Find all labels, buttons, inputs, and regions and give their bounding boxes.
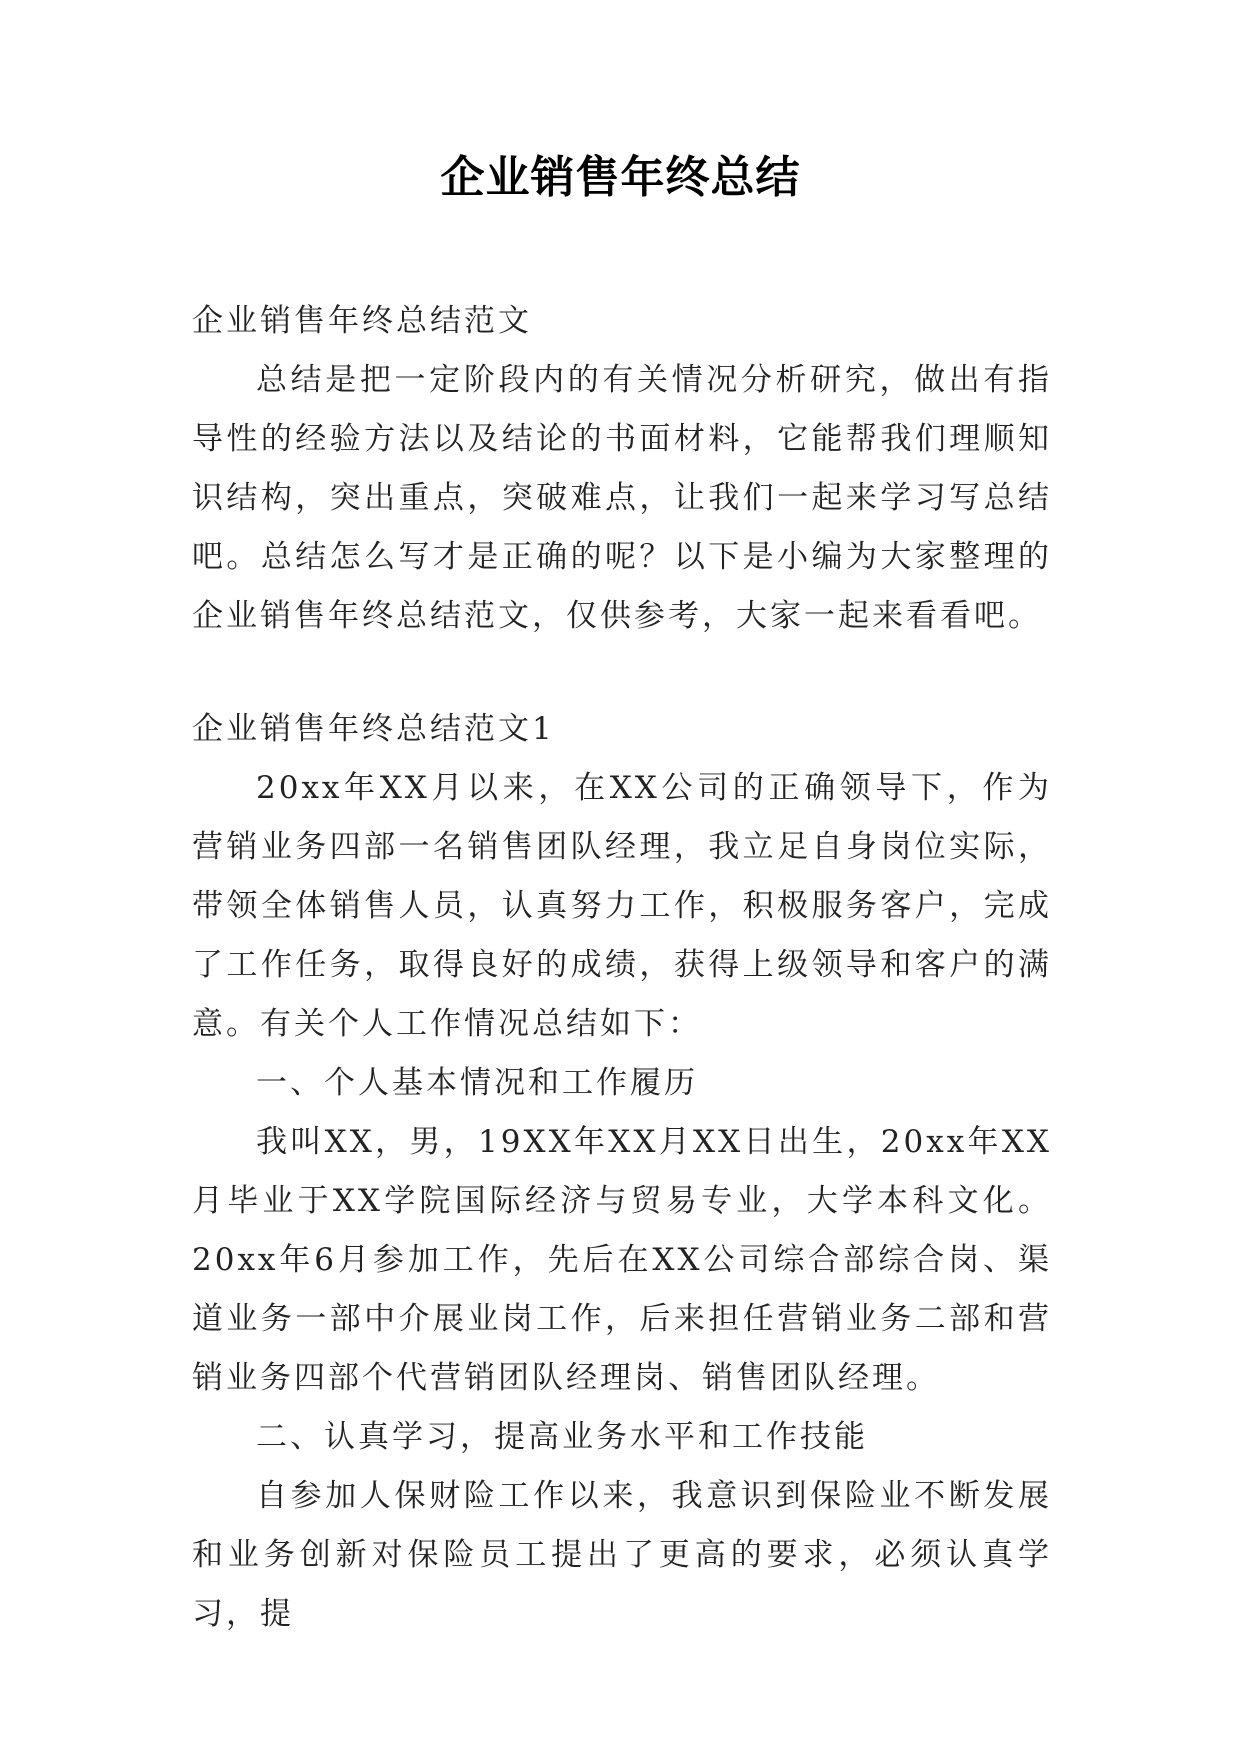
section-1 bbox=[192, 700, 1052, 1644]
intro-heading: 企业销售年终总结范文 bbox=[192, 303, 532, 339]
section-1-heading: 企业销售年终总结范文1 bbox=[192, 711, 555, 747]
intro-section bbox=[192, 292, 1052, 646]
document-title: 企业销售年终总结 bbox=[440, 152, 801, 203]
section-1-paragraph: 自参加人保财险工作以来，我意识到保险业不断发展和业务创新对保险员工提出了更高的要求，必须认真学习，提 bbox=[192, 1478, 1052, 1632]
section-1-subheading-2: 二、认真学习，提高业务水平和工作技能 bbox=[256, 1419, 868, 1455]
section-1-paragraph: 20xx年XX月以来，在XX公司的正确领导下，作为营销业务四部一名销售团队经理，我立足自身岗位实际，带领全体销售人员，认真努力工作，积极服务客户，完成了工作任务，取得良好的成绩，获得上级领导和客户的满意。有关个人工作情况总结如下： bbox=[192, 770, 1052, 1042]
section-1-paragraph: 我叫XX，男，19XX年XX月XX日出生，20xx年XX月毕业于XX学院国际经济与贸易专业，大学本科文化。20xx年6月参加工作，先后在XX公司综合部综合岗、渠道业务一部中介展业岗工作，后来担任营销业务二部和营销业务四部个代营销团队经理岗、销售团队经理。 bbox=[192, 1124, 1052, 1396]
intro-paragraph: 总结是把一定阶段内的有关情况分析研究，做出有指导性的经验方法以及结论的书面材料，它能帮我们理顺知识结构，突出重点，突破难点，让我们一起来学习写总结吧。总结怎么写才是正确的呢？以下是小编为大家整理的企业销售年终总结范文，仅供参考，大家一起来看看吧。 bbox=[192, 362, 1052, 634]
section-1-subheading-1: 一、个人基本情况和工作履历 bbox=[256, 1065, 698, 1101]
